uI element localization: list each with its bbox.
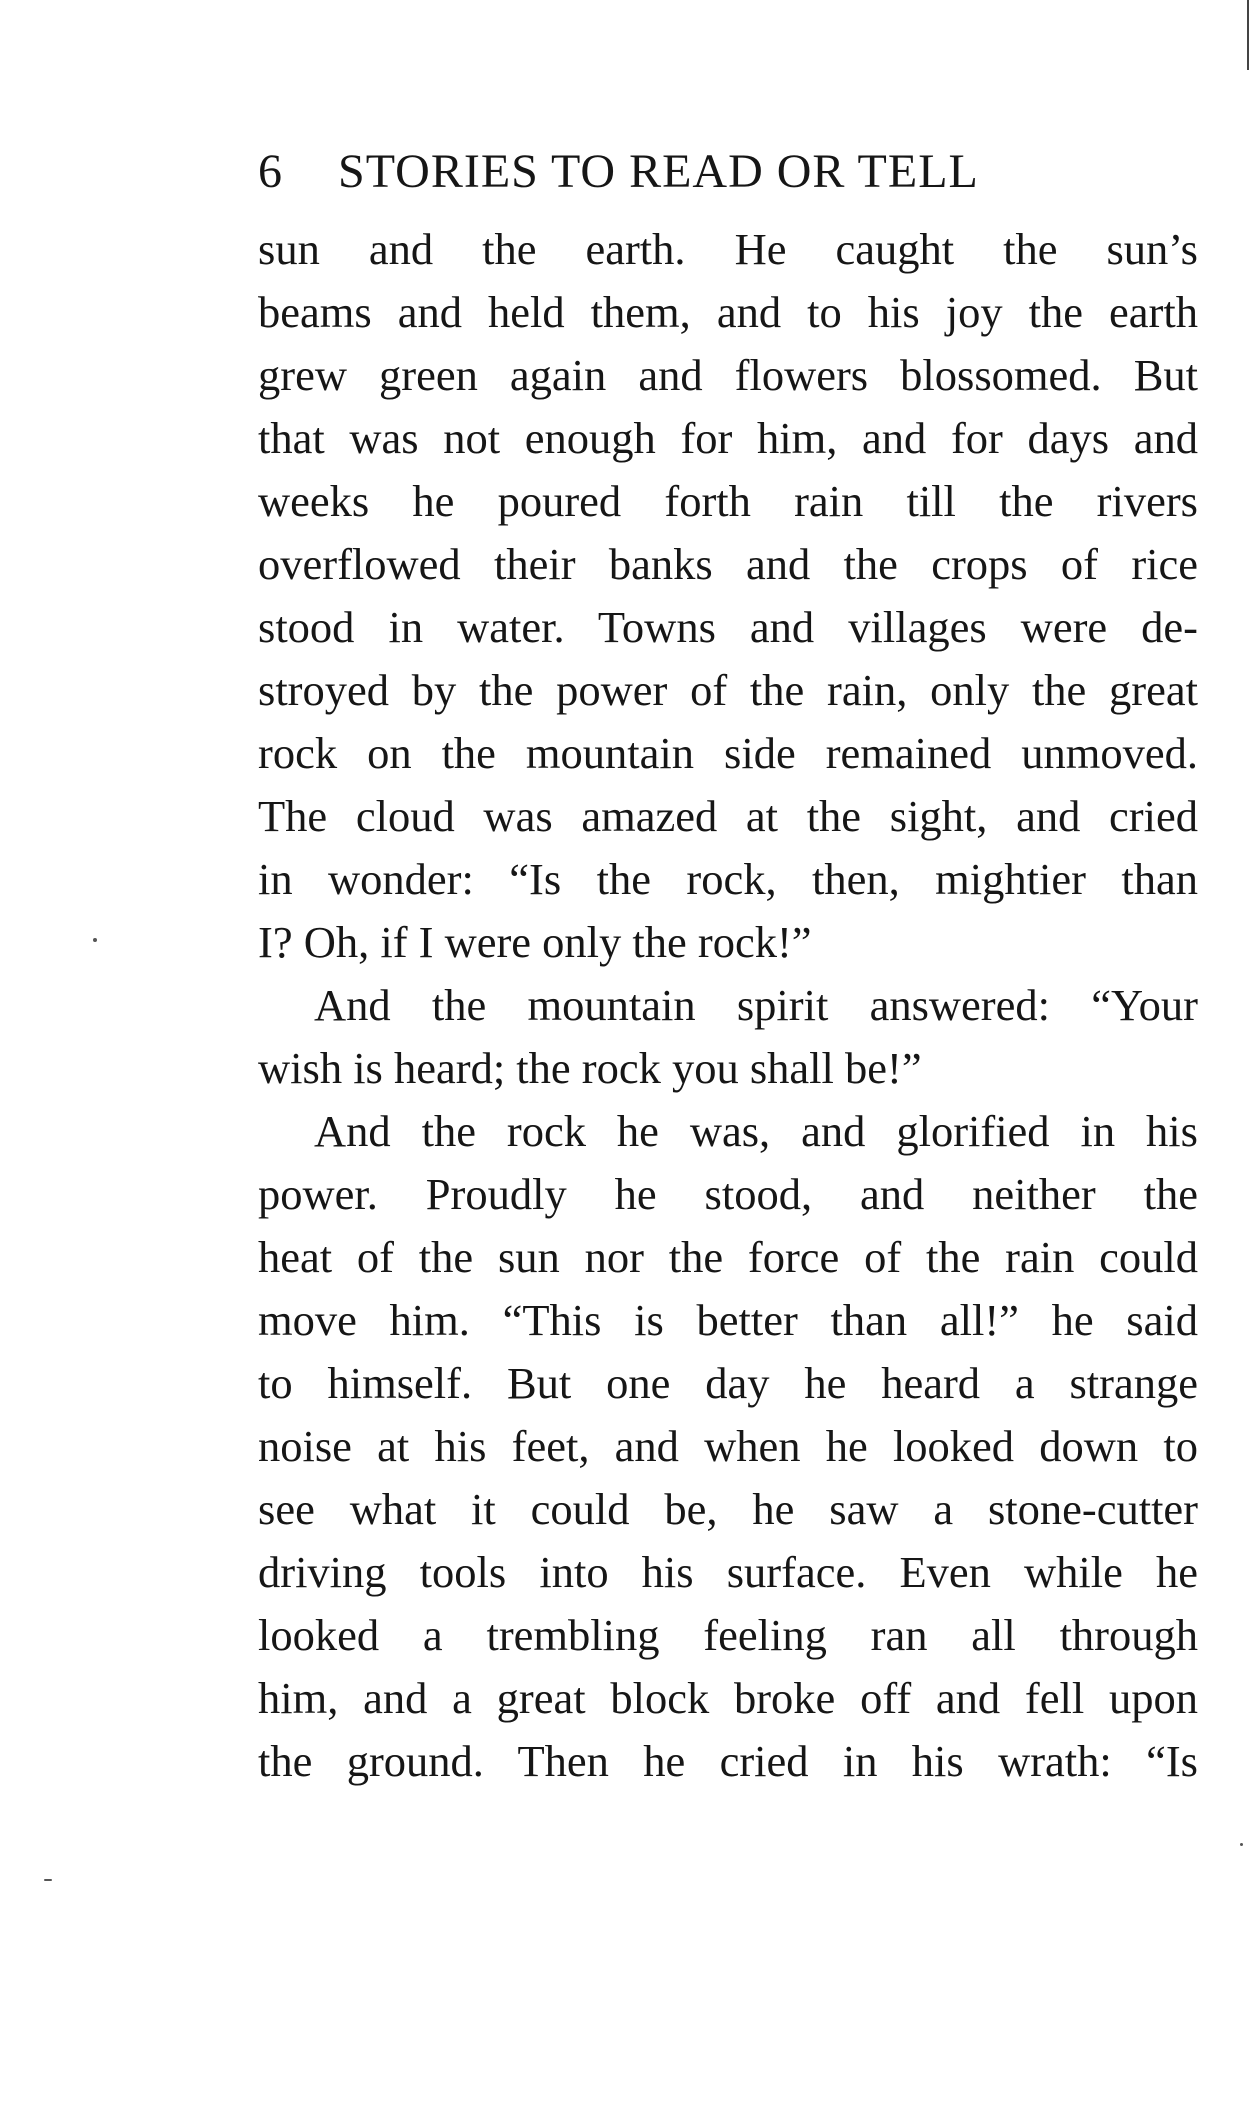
text-line: And the mountain spirit answered: “Your	[314, 980, 1198, 1030]
text-line: I? Oh, if I were only the rock!”	[258, 917, 812, 967]
running-title: STORIES TO READ OR TELL	[338, 145, 979, 198]
text-line: And the rock he was, and glorified in his	[314, 1106, 1198, 1156]
text-line: sun and the earth. He caught the sun’s	[258, 224, 1198, 274]
running-header	[258, 140, 1198, 204]
paragraph	[258, 974, 1198, 1100]
text-line: The cloud was amazed at the sight, and cried	[258, 791, 1198, 841]
text-line: rock on the mountain side remained unmoved.	[258, 728, 1198, 778]
text-line: weeks he poured forth rain till the rivers	[258, 476, 1198, 526]
text-line: overflowed their banks and the crops of rice	[258, 539, 1198, 589]
text-line: wish is heard; the rock you shall be!”	[258, 1043, 922, 1093]
page-number: 6	[258, 145, 283, 198]
page-speck	[1240, 1843, 1243, 1846]
text-line: him, and a great block broke off and fell upon	[258, 1673, 1198, 1723]
text-line: heat of the sun nor the force of the rain could	[258, 1232, 1198, 1282]
paragraph	[258, 218, 1198, 974]
page-speck	[44, 1879, 52, 1881]
text-line: grew green again and flowers blossomed. But	[258, 350, 1198, 400]
text-line: beams and held them, and to his joy the earth	[258, 287, 1198, 337]
text-line: in wonder: “Is the rock, then, mightier than	[258, 854, 1198, 904]
page-speck	[93, 938, 97, 942]
paragraph	[258, 1100, 1198, 1793]
text-line: to himself. But one day he heard a strange	[258, 1358, 1198, 1408]
text-line: power. Proudly he stood, and neither the	[258, 1169, 1198, 1219]
text-line: driving tools into his surface. Even while he	[258, 1547, 1198, 1597]
text-line: stroyed by the power of the rain, only the great	[258, 665, 1198, 715]
text-line: the ground. Then he cried in his wrath: “Is	[258, 1736, 1198, 1786]
text-line: stood in water. Towns and villages were de-	[258, 602, 1198, 652]
text-line: looked a trembling feeling ran all through	[258, 1610, 1198, 1660]
page-edge-mark	[1247, 0, 1249, 70]
text-line: move him. “This is better than all!” he said	[258, 1295, 1198, 1345]
text-line: noise at his feet, and when he looked down to	[258, 1421, 1198, 1471]
text-line: that was not enough for him, and for days and	[258, 413, 1198, 463]
text-line: see what it could be, he saw a stone-cutter	[258, 1484, 1198, 1534]
body-text	[258, 218, 1198, 1793]
